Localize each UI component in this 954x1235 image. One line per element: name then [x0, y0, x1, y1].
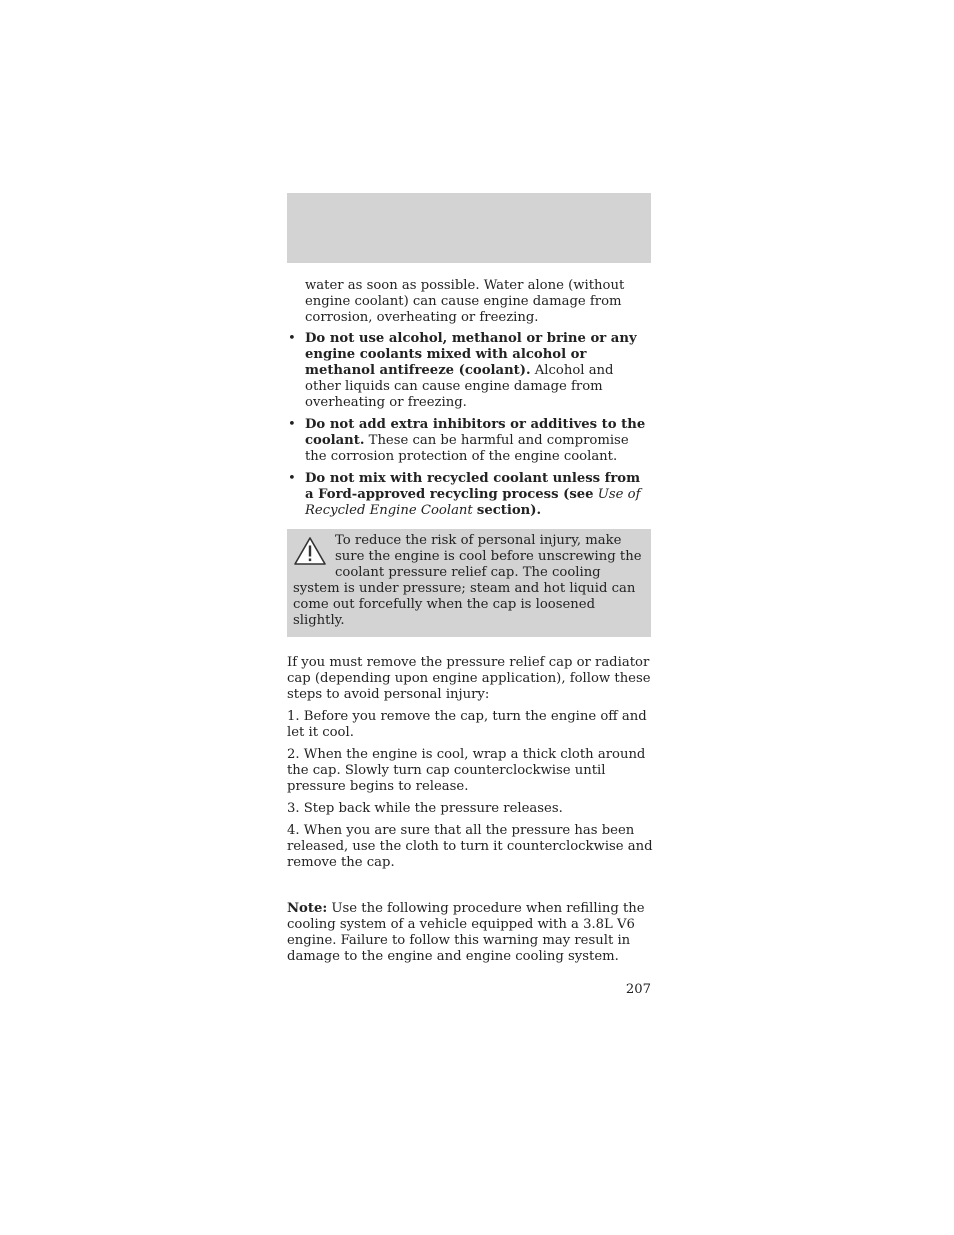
step-4: 4. When you are sure that all the pressure has been released, use the cloth to turn it counterclockwise and remove the cap.	[287, 823, 653, 870]
list-item	[287, 471, 653, 519]
warning-text: To reduce the risk of personal injury, make sure the engine is cool before unscrewing the coolant pressure relief cap. The cooling system is under pressure; steam and hot liquid can come out forcefully when the cap is loosened slightly.	[293, 533, 642, 628]
list-item	[287, 331, 653, 411]
step-2: 2. When the engine is cool, wrap a thick cloth around the cap. Slowly turn cap counterclockwise until pressure begins to release.	[287, 747, 646, 794]
continued-text: water as soon as possible. Water alone (without engine coolant) can cause engine damage from corrosion, overheating or freezing.	[305, 278, 625, 325]
note-text: Use the following procedure when refilling the cooling system of a vehicle equipped with a 3.8L V6 engine. Failure to follow this warning may result in damage to the engine and engine cooling system.	[287, 901, 645, 964]
bullet-icon: •	[288, 417, 296, 432]
section-header-band	[287, 193, 651, 263]
step-3: 3. Step back while the pressure releases.	[287, 801, 563, 816]
bullet-icon: •	[288, 471, 296, 486]
page-number: 207	[625, 982, 651, 997]
bullet-text: These can be harmful and compromise the corrosion protection of the engine coolant.	[305, 433, 629, 464]
note-label: Note:	[287, 901, 328, 916]
bullet-bold-text: Do not mix with recycled coolant unless from a Ford-approved recycling process (see	[305, 471, 641, 502]
note-paragraph	[287, 901, 653, 965]
bullet-text: Alcohol and other liquids can cause engine damage from overheating or freezing.	[305, 363, 614, 410]
page-content	[287, 278, 653, 971]
bullet-bold-text: Do not add extra inhibitors or additives to the coolant.	[305, 417, 646, 448]
step-1: 1. Before you remove the cap, turn the engine off and let it cool.	[287, 709, 647, 740]
bullet-bold-end: section).	[476, 503, 542, 518]
bullet-bold-text: Do not use alcohol, methanol or brine or any engine coolants mixed with alcohol or methanol antifreeze (coolant).	[305, 331, 637, 378]
warning-box	[287, 529, 651, 637]
list-item	[287, 417, 653, 465]
section-reference: Use of Recycled Engine Coolant	[305, 487, 641, 518]
warning-triangle-icon	[293, 536, 327, 566]
coolant-precautions-list	[287, 331, 653, 519]
bullet-icon: •	[288, 331, 296, 346]
instructions-intro: If you must remove the pressure relief cap or radiator cap (depending upon engine application), follow these steps to avoid personal injury:	[287, 655, 651, 702]
